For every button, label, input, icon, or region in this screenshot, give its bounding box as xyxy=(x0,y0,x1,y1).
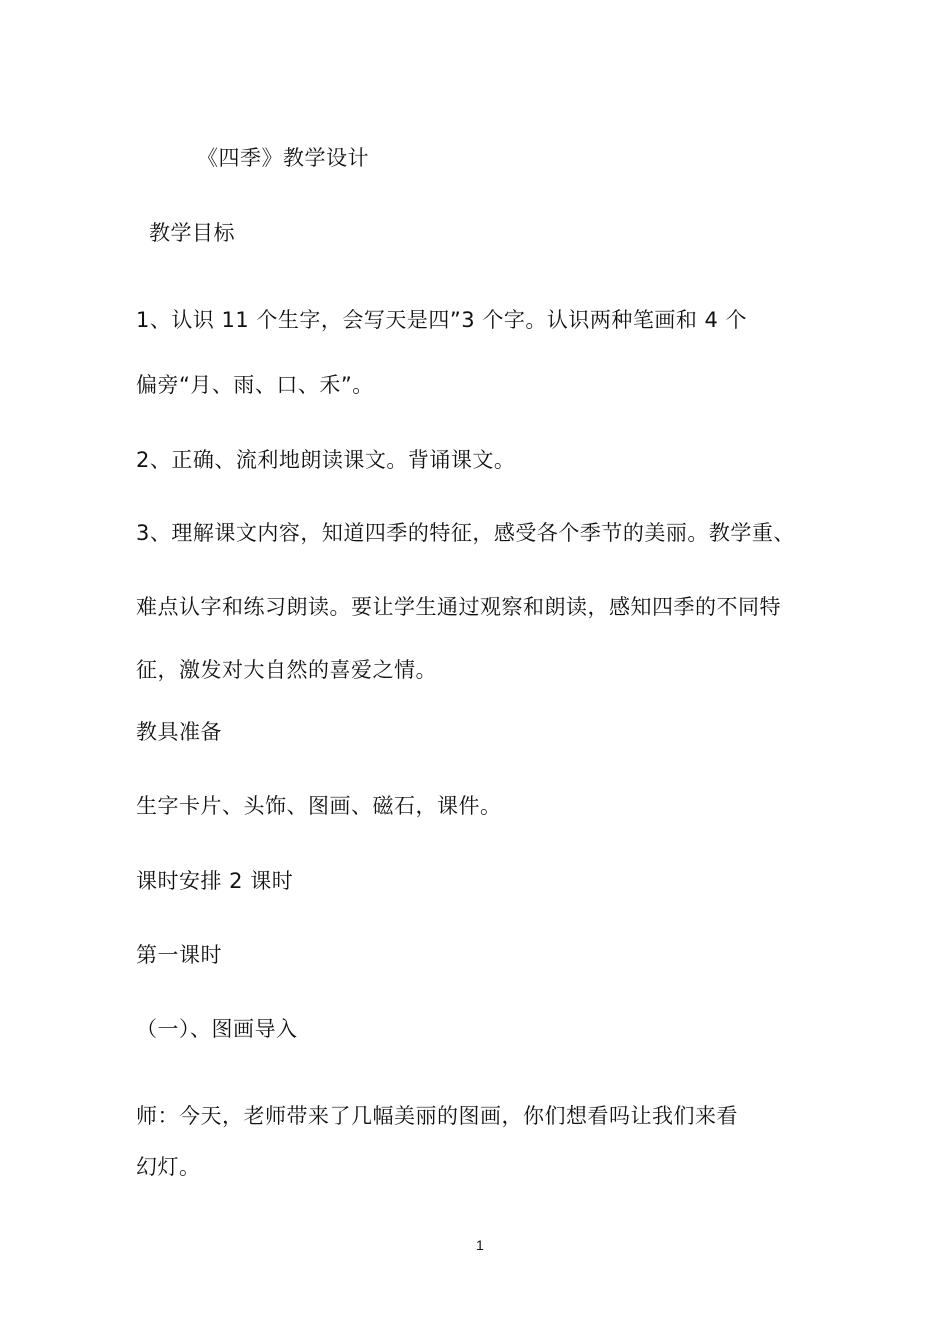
page-number: 1 xyxy=(476,1237,484,1253)
subsection-heading: （一）、图画导入 xyxy=(136,1017,298,1041)
paragraph-line: 生字卡片、头饰、图画、磁石，课件。 xyxy=(136,794,502,818)
paragraph-line: 难点认字和练习朗读。要让学生通过观察和朗读，感知四季的不同特 xyxy=(136,595,781,619)
section-heading-teaching-goals: 教学目标 xyxy=(149,221,235,245)
section-heading-first-lesson: 第一课时 xyxy=(136,943,222,967)
paragraph-line: 2、正确、流利地朗读课文。背诵课文。 xyxy=(136,448,516,472)
document-title: 《四季》教学设计 xyxy=(197,146,369,170)
section-heading-teaching-aids: 教具准备 xyxy=(136,720,222,744)
paragraph-line: 3、理解课文内容，知道四季的特征，感受各个季节的美丽。教学重、 xyxy=(136,521,795,545)
paragraph-line: 偏旁“月、雨、口、禾”。 xyxy=(136,373,374,397)
paragraph-line: 1、认识 11 个生字，会写天是四”3 个字。认识两种笔画和 4 个 xyxy=(136,308,748,332)
paragraph-line: 师：今天，老师带来了几幅美丽的图画，你们想看吗让我们来看 xyxy=(136,1104,738,1128)
section-heading-schedule: 课时安排 2 课时 xyxy=(136,869,294,893)
paragraph-line: 幻灯。 xyxy=(136,1155,201,1179)
paragraph-line: 征，激发对大自然的喜爱之情。 xyxy=(136,658,437,682)
